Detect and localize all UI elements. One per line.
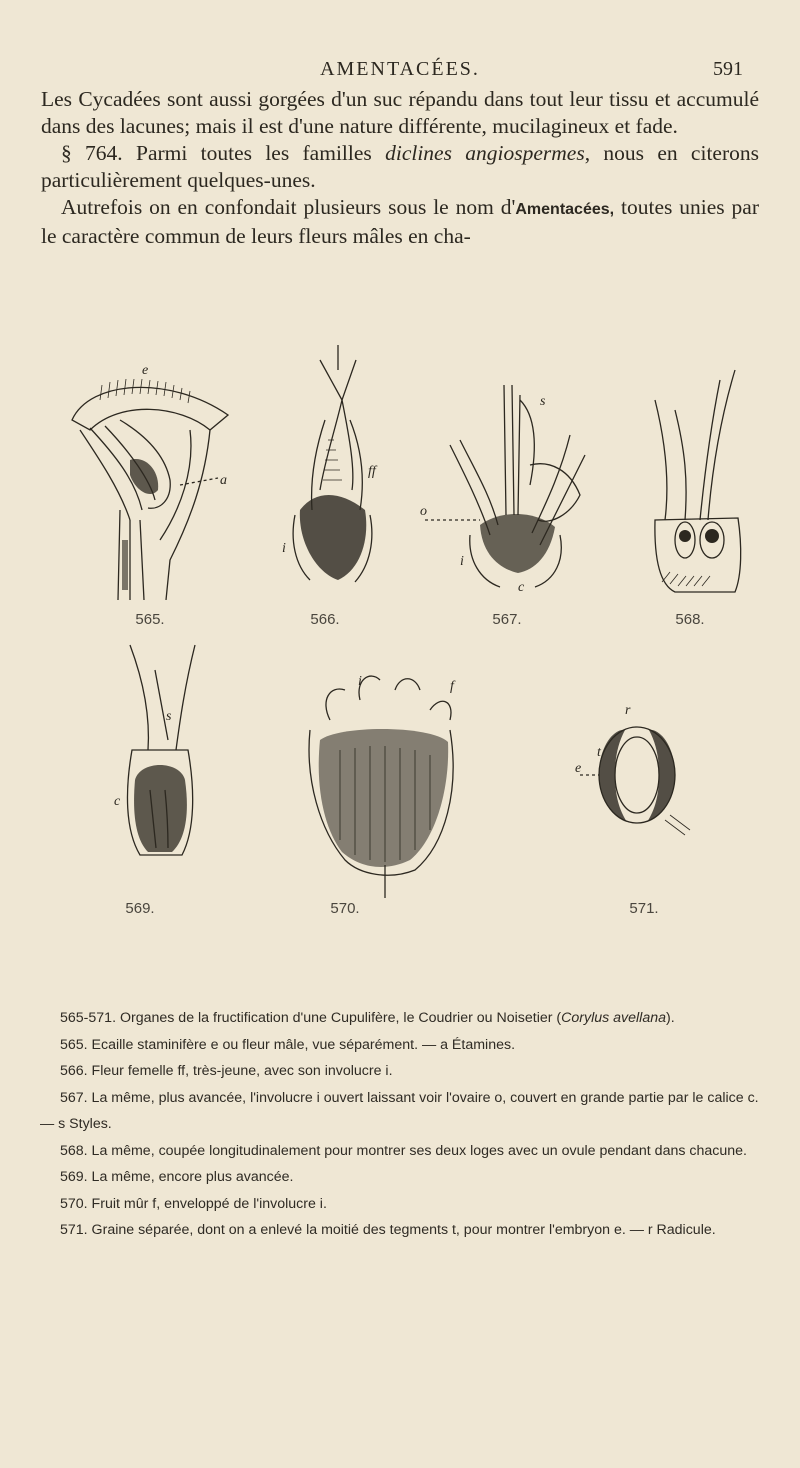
label-t: t: [597, 745, 601, 760]
caption-569: 569. La même, encore plus avancée.: [60, 1169, 294, 1185]
figure-number-567: 567.: [492, 611, 522, 628]
running-title: AMENTACÉES.: [320, 58, 480, 80]
paragraph-1: Les Cycadées sont aussi gorgées d'un suc répandu dans tout leur tissu et accumulé dans des lacunes; mais il est d'une nature différente, mucilagineux et fade.: [41, 87, 759, 138]
figure-number-568: 568.: [675, 611, 705, 628]
figure-number-566: 566.: [310, 611, 340, 628]
figure-number-569: 569.: [125, 900, 155, 917]
caption: [40, 1005, 760, 1244]
figure-567-drawing: [420, 355, 610, 595]
figure-568-drawing: [640, 360, 750, 600]
caption-566: 566. Fleur femelle ff, très-jeune, avec son involucre i.: [60, 1063, 393, 1079]
figure-565-drawing: [60, 360, 240, 600]
figure-number-565: 565.: [135, 611, 165, 628]
caption-570: 570. Fruit mûr f, enveloppé de l'involucre i.: [60, 1195, 327, 1212]
label-ff: ff: [368, 464, 376, 479]
caption-567: 567. La même, plus avancée, l'involucre i ouvert laissant voir l'ovaire o, couvert en grande partie par le calice c.— s Styles.: [40, 1089, 759, 1132]
figure-569-drawing: [110, 640, 210, 880]
figure-566-drawing: [270, 340, 390, 600]
paragraph-2: § 764. Parmi toutes les familles diclines angiospermes, nous en citerons particulièrement quelques-unes.: [41, 141, 759, 192]
emphasis-amentacees: Amentacées,: [515, 201, 615, 218]
figure-571-drawing: [575, 700, 705, 850]
figure-569: [110, 640, 210, 880]
label-s-569: s: [166, 709, 172, 724]
figure-567: [420, 355, 610, 595]
figure-566: [270, 340, 390, 600]
label-s: s: [540, 394, 546, 409]
figure-568: [640, 360, 750, 600]
caption-568: 568. La même, coupée longitudinalement pour montrer ses deux loges avec un ovule pendant dans chacune.: [60, 1142, 747, 1159]
figure-565: [60, 360, 240, 600]
label-f: f: [450, 679, 454, 694]
label-e-571: e: [575, 761, 582, 776]
caption-571: 571. Graine séparée, dont on a enlevé la moitié des tegments t, pour montrer l'embryon e. — r Radicule.: [60, 1222, 716, 1238]
label-c-569: c: [114, 794, 121, 809]
label-i-567: i: [460, 554, 464, 569]
emphasis-diclines: diclines angiospermes: [385, 141, 585, 165]
label-i-570: i: [358, 674, 362, 689]
figure-number-571: 571.: [629, 900, 659, 917]
caption-intro: 565-571. Organes de la fructification d'une Cupulifère, le Coudrier ou Noisetier (Corylus avellana).: [60, 1010, 675, 1026]
label-a: a: [220, 473, 227, 488]
page-number: 591: [713, 58, 743, 80]
running-head: [0, 58, 800, 82]
label-i-566: i: [282, 541, 286, 556]
label-o: o: [420, 504, 427, 519]
body-text: [41, 86, 759, 250]
figure-number-570: 570.: [330, 900, 360, 917]
figure-570-drawing: [300, 660, 470, 900]
paragraph-3: Autrefois on en confondait plusieurs sous le nom d'Amentacées, toutes unies par le caractère commun de leurs fleurs mâles en cha-: [41, 195, 759, 248]
label-r: r: [625, 703, 631, 718]
label-c: c: [518, 580, 525, 595]
figure-571: [575, 700, 705, 850]
figure-570: [300, 660, 470, 900]
label-e: e: [142, 363, 149, 378]
caption-565: 565. Ecaille staminifère e ou fleur mâle, vue séparément. — a Étamines.: [60, 1036, 516, 1053]
